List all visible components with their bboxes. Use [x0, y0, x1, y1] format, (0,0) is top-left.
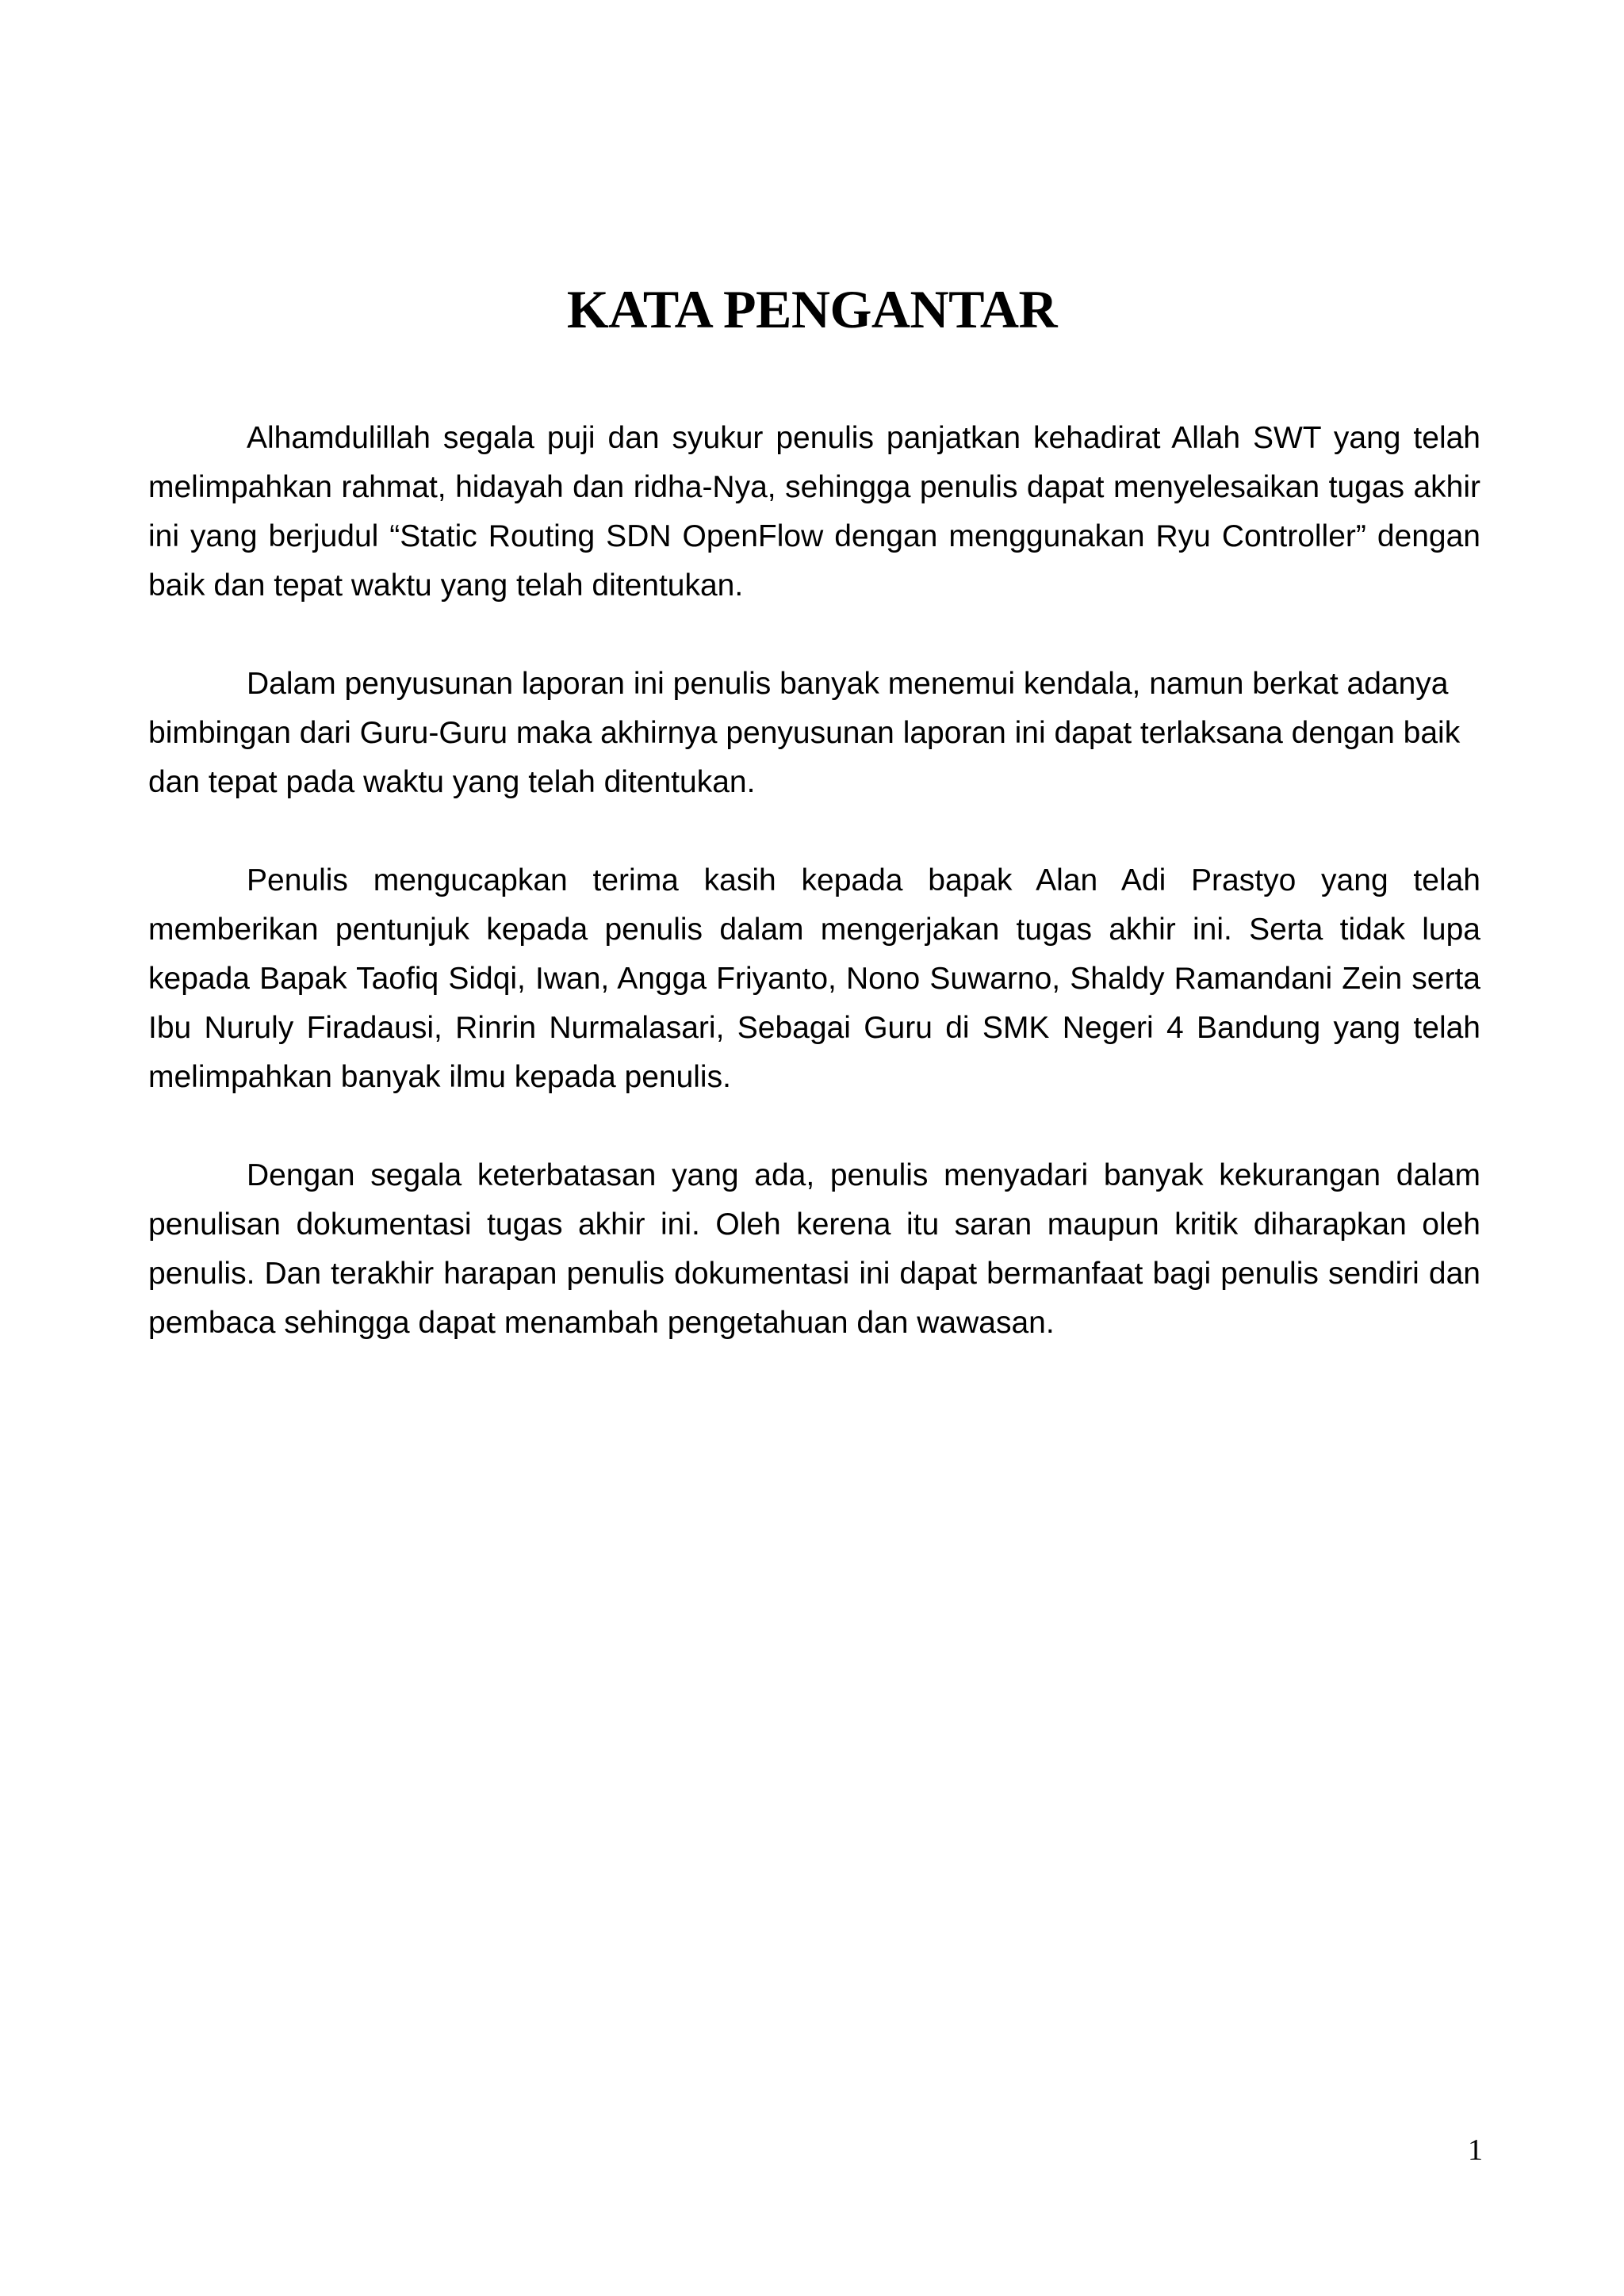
paragraph-3: Penulis mengucapkan terima kasih kepada bapak Alan Adi Prastyo yang telah memberikan pentunjuk kepada penulis dalam mengerjakan tugas akhir ini. Serta tidak lupa kepada Bapak Taofiq Sidqi, Iwan, Angga Friyanto, Nono Suwarno, Shaldy Ramandani Zein serta Ibu Nuruly Firadausi, Rinrin Nurmalasari, Sebagai Guru di SMK Negeri 4 Bandung yang telah melimpahkan banyak ilmu kepada penulis.: [148, 863, 1480, 1094]
page-number: 1: [1468, 2133, 1483, 2167]
paragraph-2: Dalam penyusunan laporan ini penulis banyak menemui kendala, namun berkat adanya bimbingan dari Guru-Guru maka akhirnya penyusunan laporan ini dapat terlaksana dengan baik dan tepat pada waktu yang telah ditentukan.: [148, 667, 1461, 799]
paragraph-4: Dengan segala keterbatasan yang ada, penulis menyadari banyak kekurangan dalam penulisan dokumentasi tugas akhir ini. Oleh kerena itu saran maupun kritik diharapkan oleh penulis. Dan terakhir harapan penulis dokumentasi ini dapat bermanfaat bagi penulis sendiri dan pembaca sehingga dapat menambah pengetahuan dan wawasan.: [148, 1158, 1480, 1340]
paragraph-1: Alhamdulillah segala puji dan syukur penulis panjatkan kehadirat Allah SWT yang telah melimpahkan rahmat, hidayah dan ridha-Nya, sehingga penulis dapat menyelesaikan tugas akhir ini yang berjudul “Static Routing SDN OpenFlow dengan menggunakan Ryu Controller” dengan baik dan tepat waktu yang telah ditentukan.: [148, 421, 1480, 603]
document-body: [148, 414, 1480, 1397]
page-title: KATA PENGANTAR: [566, 279, 1058, 339]
